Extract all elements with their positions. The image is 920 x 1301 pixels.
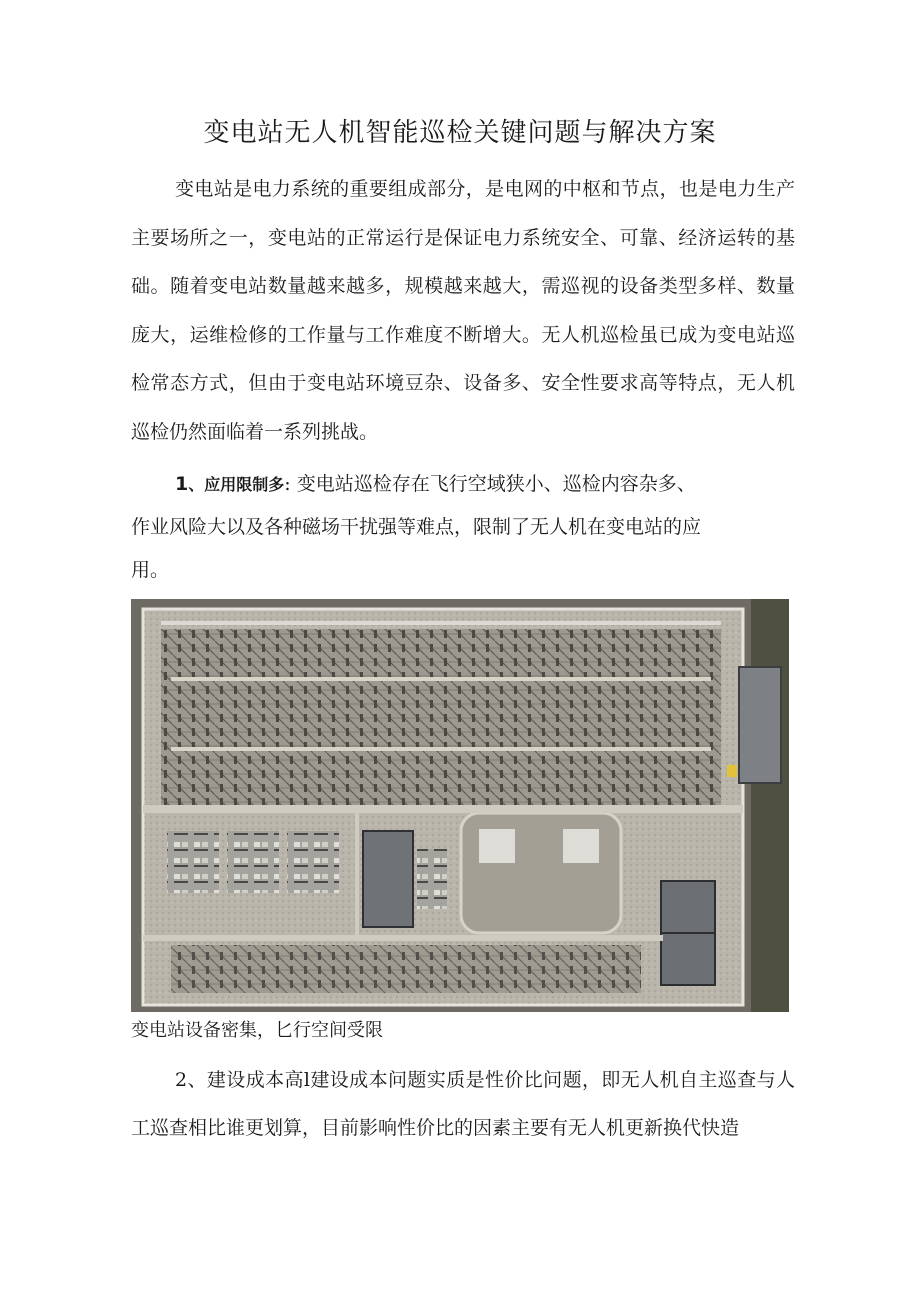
substation-aerial-photo bbox=[131, 599, 789, 1012]
substation-aerial-illustration bbox=[131, 599, 789, 1012]
item-1-line-1: : 变电站巡检存在飞行空域狭小、巡检内容杂多、 bbox=[284, 473, 696, 495]
item-1-lead: 、应用限制多 bbox=[188, 475, 285, 494]
item-1-line-3: 用。 bbox=[131, 559, 170, 581]
item-1-paragraph bbox=[131, 463, 795, 592]
intro-paragraph: 变电站是电力系统的重要组成部分，是电网的中枢和节点，也是电力生产主要场所之一，变电站的正常运行是保证电力系统安全、可靠、经济运转的基础。随着变电站数量越来越多，规模越来越大，需巡视的设备类型多样、数量庞大，运维检修的工作量与工作难度不断增大。无人机巡检虽已成为变电站巡检常态方式，但由于变电站环境豆杂、设备多、安全性要求高等特点，无人机巡检仍然面临着一系列挑战。 bbox=[131, 178, 795, 443]
document-title: 变电站无人机智能巡检关键问题与解决方案 bbox=[203, 118, 717, 148]
item-2-paragraph: 2、建设成本高l建设成本问题实质是性价比问题，即无人机自主巡查与人工巡查相比谁更划算，目前影响性价比的因素主要有无人机更新换代快造 bbox=[131, 1069, 795, 1139]
item-1-line-2: 作业风险大以及各种磁场干扰强等难点，限制了无人机在变电站的应 bbox=[131, 516, 702, 538]
item-1-number: 1 bbox=[175, 473, 189, 495]
figure-caption: 变电站设备密集，匕行空间受限 bbox=[131, 1020, 383, 1041]
item-1-first-line bbox=[131, 463, 795, 506]
